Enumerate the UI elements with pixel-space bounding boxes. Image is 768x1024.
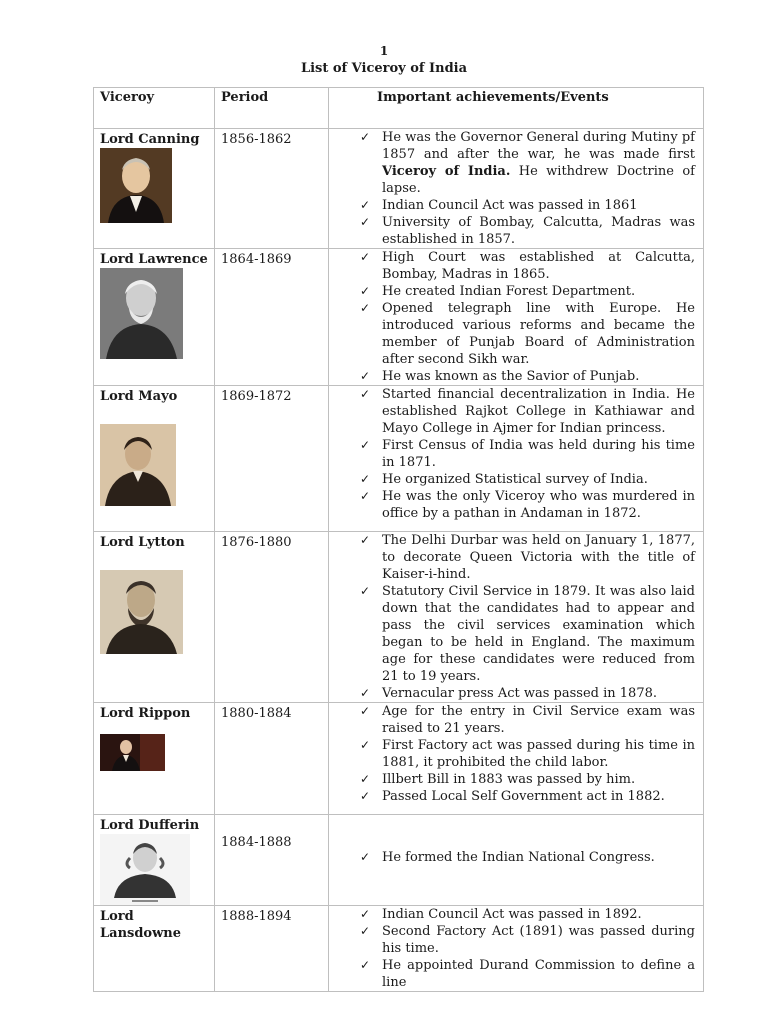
achievements-cell (329, 386, 704, 532)
achievement-list (357, 249, 695, 385)
table-row (94, 703, 704, 815)
achievement-list (357, 703, 695, 805)
list-item: ✓ He created Indian Forest Department. (360, 284, 636, 299)
checkmark-icon: ✓ (360, 850, 371, 864)
period-cell: 1869-1872 (215, 386, 329, 532)
viceroy-name: Lord Canning (100, 132, 200, 147)
checkmark-icon: ✓ (360, 686, 371, 700)
list-item: ✓ Indian Council Act was passed in 1892. (360, 907, 642, 922)
checkmark-icon: ✓ (360, 301, 371, 315)
checkmark-icon: ✓ (360, 472, 371, 486)
list-item: ✓ He was the only Viceroy who was murdered in office by a pathan in Andaman in 1872. (360, 489, 695, 521)
checkmark-icon: ✓ (360, 387, 371, 401)
list-item: ✓ Indian Council Act was passed in 1861 (360, 198, 638, 213)
period-cell: 1876-1880 (215, 532, 329, 703)
checkmark-icon: ✓ (360, 924, 371, 938)
list-item: ✓ Started financial decentralization in India. He established Rajkot College in Kathiawar and Mayo College in Ajmer for Indian princess. (360, 387, 695, 436)
list-item: ✓ Statutory Civil Service in 1879. It was also laid down that the candidates had to appear and pass the civil services examination which began to be held in England. The maximum age for these candidates were reduced from 21 to 19 years. (360, 584, 695, 684)
portrait-photo (100, 570, 183, 654)
portrait-photo (100, 834, 190, 905)
achievements-cell (329, 906, 704, 992)
list-item: ✓ Illbert Bill in 1883 was passed by him. (360, 772, 636, 787)
list-item: ✓ High Court was established at Calcutta, Bombay, Madras in 1865. (360, 250, 695, 282)
list-item: ✓ He was the Governor General during Mutiny pf 1857 and after the war, he was made first Viceroy of India. He withdrew Doctrine of lapse. (360, 130, 695, 196)
checkmark-icon: ✓ (360, 907, 371, 921)
portrait-photo (100, 268, 183, 359)
list-item: ✓ Second Factory Act (1891) was passed during his time. (360, 924, 695, 956)
achievement-list (357, 386, 695, 522)
viceroy-table (93, 87, 704, 992)
achievement-list (357, 906, 695, 991)
viceroy-cell (94, 815, 215, 906)
checkmark-icon: ✓ (360, 130, 371, 144)
portrait-photo (100, 148, 172, 223)
portrait-photo (100, 734, 165, 771)
viceroy-name: Lord Dufferin (100, 818, 200, 833)
viceroy-name: Lord Lansdowne (100, 909, 182, 941)
period-cell (215, 815, 329, 906)
checkmark-icon: ✓ (360, 958, 371, 972)
period-cell: 1864-1869 (215, 249, 329, 386)
page-title: List of Viceroy of India (300, 61, 468, 76)
checkmark-icon: ✓ (360, 198, 371, 212)
header-achievements: Important achievements/Events (329, 88, 704, 129)
list-item: ✓ Passed Local Self Government act in 1882. (360, 789, 665, 804)
viceroy-cell (94, 703, 215, 815)
table-row (94, 815, 704, 906)
checkmark-icon: ✓ (360, 369, 371, 383)
achievements-cell (329, 249, 704, 386)
list-item: ✓ He organized Statistical survey of India. (360, 472, 648, 487)
table-row (94, 386, 704, 532)
table-row (94, 129, 704, 249)
list-item: ✓ Age for the entry in Civil Service exam was raised to 21 years. (360, 704, 695, 736)
checkmark-icon: ✓ (360, 704, 371, 718)
checkmark-icon: ✓ (360, 215, 371, 229)
list-item: ✓ He formed the Indian National Congress. (360, 850, 655, 865)
viceroy-cell (94, 386, 215, 532)
checkmark-icon: ✓ (360, 250, 371, 264)
viceroy-name: Lord Rippon (100, 706, 191, 721)
viceroy-name: Lord Lawrence (100, 252, 208, 267)
list-item: ✓ He appointed Durand Commission to define a line (360, 958, 695, 990)
achievements-cell (329, 815, 704, 906)
viceroy-cell (94, 129, 215, 249)
viceroy-cell (94, 532, 215, 703)
list-item: ✓ University of Bombay, Calcutta, Madras was established in 1857. (360, 215, 695, 247)
header-viceroy: Viceroy (94, 88, 215, 129)
achievements-cell (329, 703, 704, 815)
list-item: ✓ First Census of India was held during his time in 1871. (360, 438, 695, 470)
viceroy-cell (94, 249, 215, 386)
viceroy-name: Lord Lytton (100, 535, 185, 550)
table-row (94, 906, 704, 992)
viceroy-cell (94, 906, 215, 992)
checkmark-icon: ✓ (360, 772, 371, 786)
period-text: 1884-1888 (221, 835, 292, 850)
table-row (94, 249, 704, 386)
checkmark-icon: ✓ (360, 489, 371, 503)
header-period: Period (215, 88, 329, 129)
checkmark-icon: ✓ (360, 789, 371, 803)
portrait-photo (100, 424, 176, 506)
checkmark-icon: ✓ (360, 738, 371, 752)
achievement-list (357, 532, 695, 702)
viceroy-name: Lord Mayo (100, 389, 178, 404)
achievements-cell (329, 532, 704, 703)
achievement-list (357, 129, 695, 248)
achievement-list (357, 849, 695, 866)
period-cell: 1880-1884 (215, 703, 329, 815)
checkmark-icon: ✓ (360, 584, 371, 598)
list-item: ✓ He was known as the Savior of Punjab. (360, 369, 640, 384)
list-item: ✓ The Delhi Durbar was held on January 1, 1877, to decorate Queen Victoria with the title of Kaiser-i-hind. (360, 533, 695, 582)
list-item: ✓ Opened telegraph line with Europe. He introduced various reforms and became the member of Punjab Board of Administration after second Sikh war. (360, 301, 695, 367)
period-cell: 1856-1862 (215, 129, 329, 249)
checkmark-icon: ✓ (360, 284, 371, 298)
page-number: 1 (379, 44, 389, 58)
checkmark-icon: ✓ (360, 438, 371, 452)
period-cell: 1888-1894 (215, 906, 329, 992)
list-item: ✓ First Factory act was passed during his time in 1881, it prohibited the child labor. (360, 738, 695, 770)
table-header-row (94, 88, 704, 129)
table-row (94, 532, 704, 703)
list-item: ✓ Vernacular press Act was passed in 1878. (360, 686, 657, 701)
checkmark-icon: ✓ (360, 533, 371, 547)
achievements-cell (329, 129, 704, 249)
